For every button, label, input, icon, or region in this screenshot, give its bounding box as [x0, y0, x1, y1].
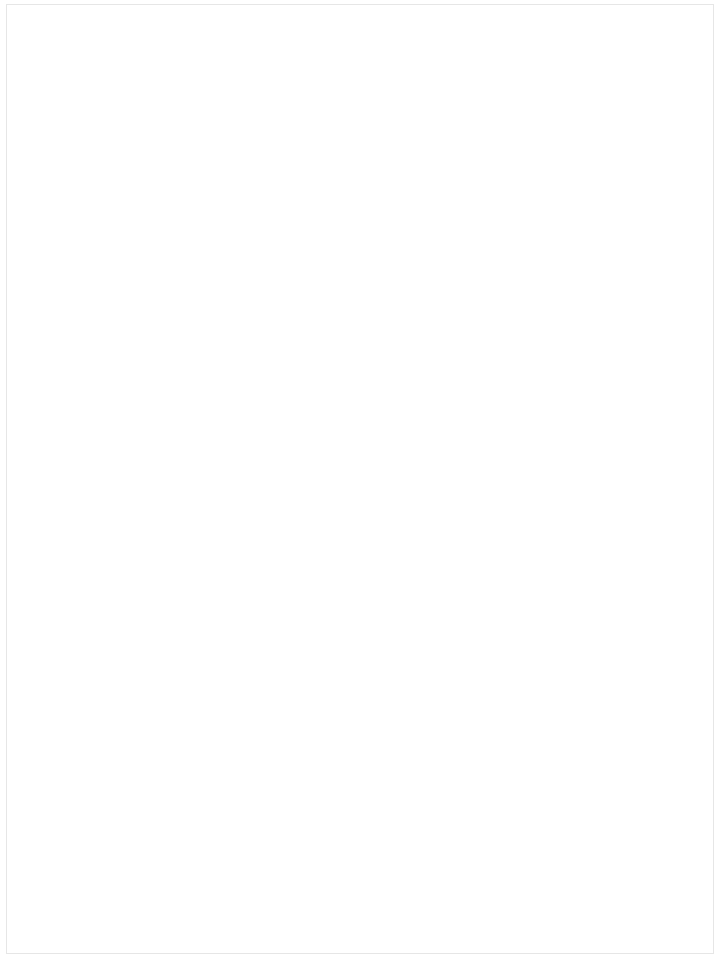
pallet-drawing	[0, 110, 722, 670]
